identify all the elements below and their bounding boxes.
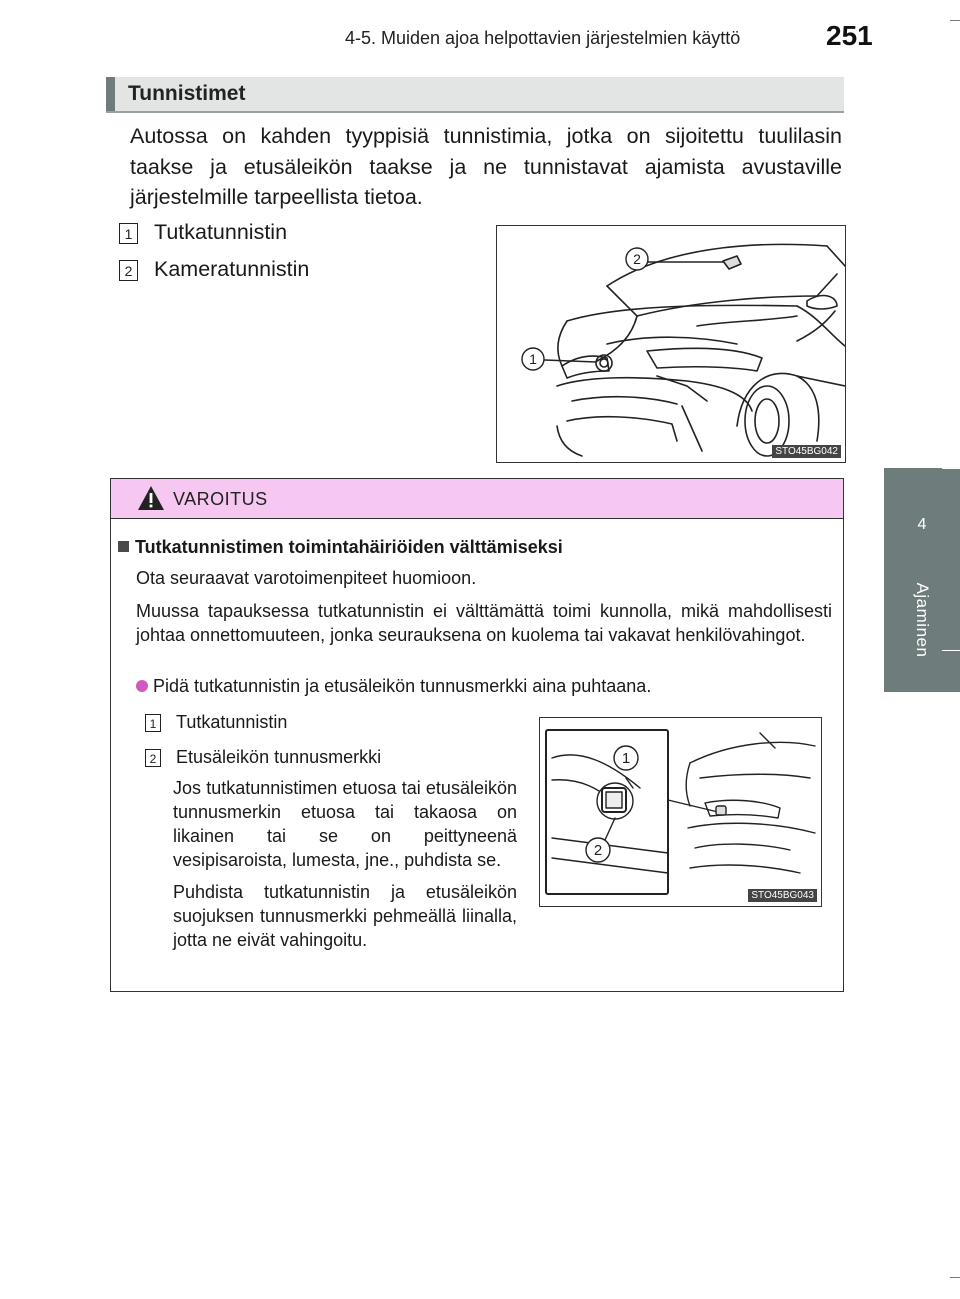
round-bullet-icon — [136, 680, 148, 692]
callout-number: 2 — [119, 260, 138, 281]
warning-paragraph: Puhdista tutkatunnistin ja etusäleikön suojuksen tunnusmerkki pehmeällä liinalla, jotta ne eivät vahingoitu. — [173, 882, 517, 950]
square-bullet-icon — [118, 541, 129, 552]
section-title: Tunnistimet — [128, 82, 246, 105]
warning-heading-text: Tutkatunnistimen toimintahäiriöiden välttämiseksi — [135, 537, 563, 557]
list-item-label: Tutkatunnistin — [176, 712, 288, 732]
list-item-label: Tutkatunnistin — [153, 220, 288, 244]
warning-paragraph: Jos tutkatunnistimen etuosa tai etusäleikön tunnusmerkin etuosa tai takaosa on likainen tai se on peittyneenä vesipisaroista, lumesta, jne., puhdista se. — [173, 778, 517, 870]
running-header: 4-5. Muiden ajoa helpottavien järjestelmien käyttö — [345, 28, 741, 48]
warning-title: VAROITUS — [173, 489, 268, 509]
figure-code: STO45BG042 — [772, 445, 841, 458]
list-item — [145, 745, 381, 769]
chapter-label — [884, 560, 960, 680]
list-item — [119, 257, 309, 282]
chapter-number: 4 — [917, 516, 927, 533]
list-item-label: Kameratunnistin — [153, 257, 310, 281]
car-front-drawing — [497, 226, 845, 462]
grille-emblem-drawing — [540, 718, 821, 906]
figure-code: STO45BG043 — [748, 889, 817, 902]
list-item-label: Etusäleikön tunnusmerkki — [176, 747, 382, 767]
page-number: 251 — [826, 20, 873, 51]
warning-header — [111, 479, 843, 519]
warning-box — [110, 478, 844, 992]
callout-number: 1 — [119, 223, 138, 244]
callout-2: 2 — [593, 842, 603, 859]
crop-mark — [950, 1277, 960, 1278]
warning-bullet — [136, 674, 836, 698]
warning-paragraph: Muussa tapauksessa tutkatunnistin ei välttämättä toimi kunnolla, mikä mahdollisesti johtaa onnettomuuteen, jonka seurauksena on kuolema tai vakavat henkilövahingot. — [136, 601, 832, 645]
warning-triangle-icon — [137, 485, 165, 511]
section-accent — [106, 77, 115, 111]
list-item — [119, 220, 287, 245]
callout-1: 1 — [529, 351, 537, 367]
car-sensor-illustration — [496, 225, 846, 463]
tab-mark — [942, 650, 960, 651]
section-heading-bar — [106, 77, 844, 113]
callout-1: 1 — [621, 750, 631, 767]
callout-number: 1 — [145, 714, 161, 732]
warning-paragraph: Ota seuraavat varotoimenpiteet huomioon. — [136, 568, 477, 588]
callout-number: 2 — [145, 749, 161, 767]
intro-paragraph: Autossa on kahden tyyppisiä tunnistimia, jotka on sijoitettu tuulilasin taakse ja etusäleikön taakse ja ne tunnistavat ajamista avustaville järjestelmille tarpeellista tietoa. — [130, 124, 842, 209]
callout-2: 2 — [633, 251, 641, 267]
list-item — [145, 710, 287, 734]
warning-bullet-text: Pidä tutkatunnistin ja etusäleikön tunnusmerkki aina puhtaana. — [153, 676, 652, 696]
emblem-sensor-illustration — [539, 717, 822, 907]
chapter-label-text: Ajaminen — [913, 582, 932, 658]
crop-mark — [950, 20, 960, 21]
warning-heading — [118, 537, 563, 558]
tab-mark — [942, 468, 960, 469]
